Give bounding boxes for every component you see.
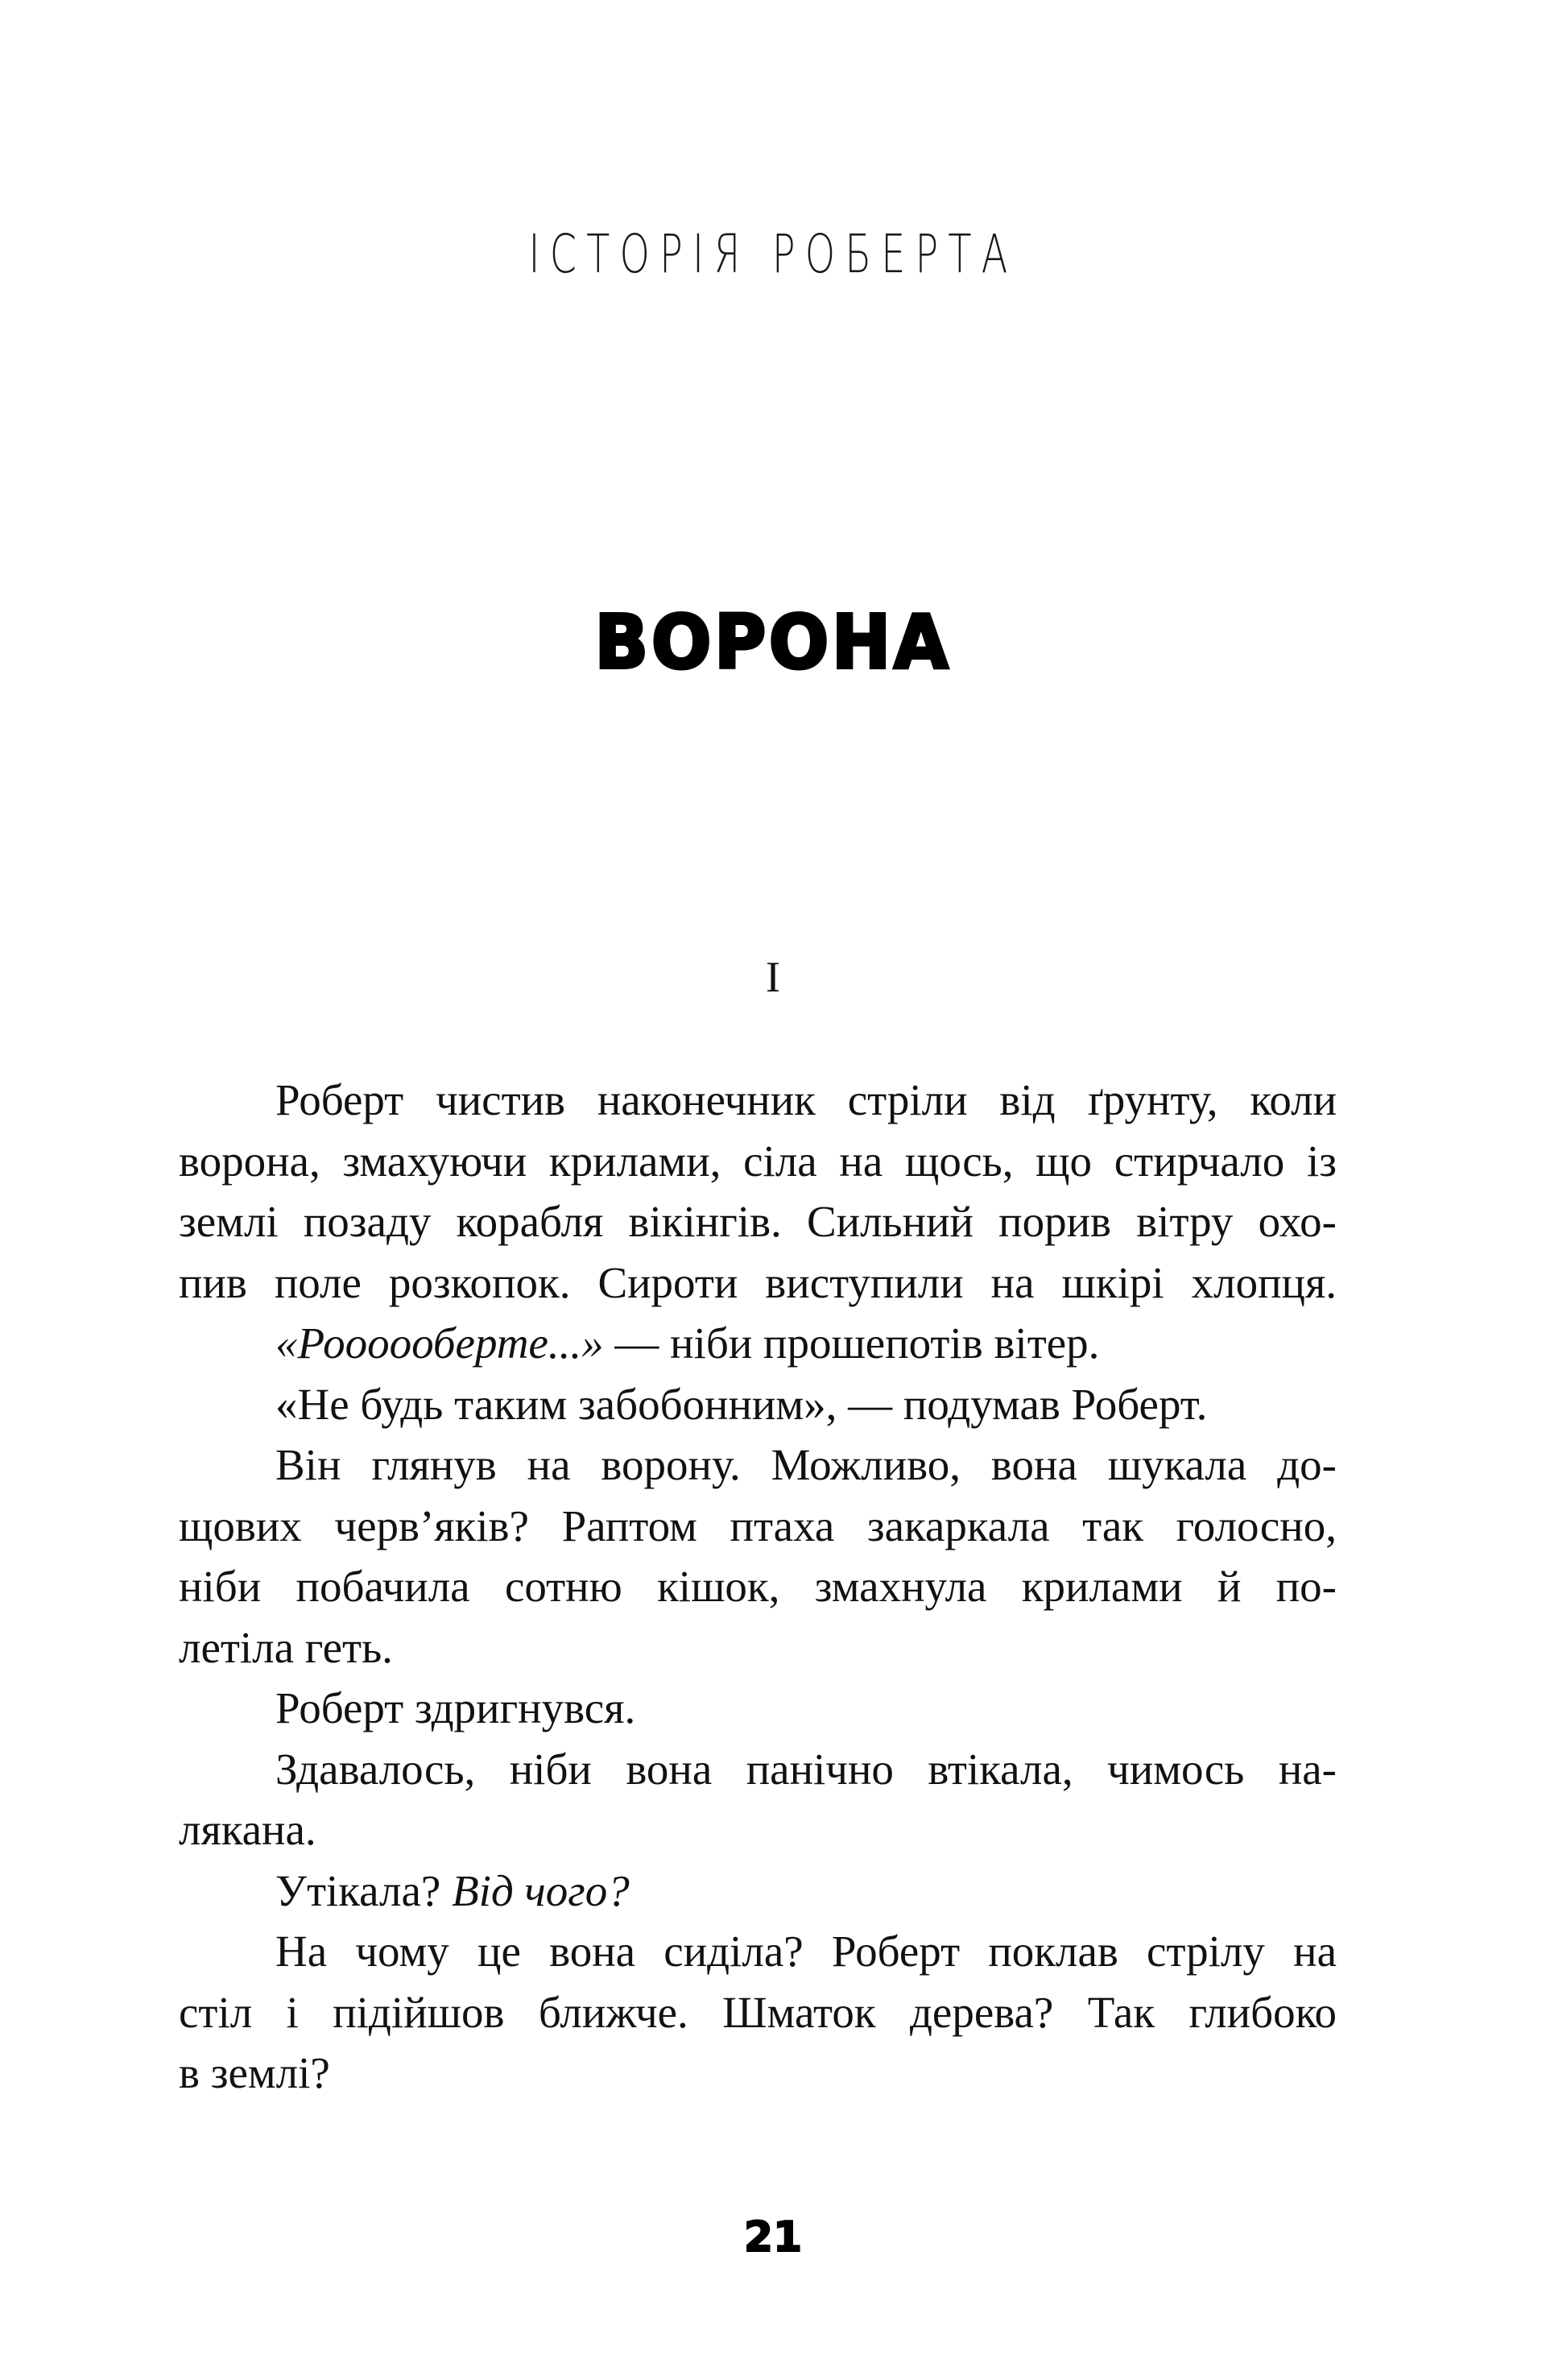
text-line: Роберт здригнувся. [275, 1683, 636, 1732]
text-fragment: Утікала? [275, 1865, 453, 1915]
text-line: «Не будь таким забобонним», — подумав Роберт. [275, 1379, 1208, 1429]
running-title: ІСТОРІЯ РОБЕРТА [528, 223, 1018, 285]
text-line: Роберт чистив наконечник стріли від ґрунту, коли [275, 1075, 1337, 1124]
italic-whisper: «Роооооберте...» [275, 1318, 604, 1368]
text-line: Здавалось, ніби вона панічно втікала, чимось на- [275, 1744, 1337, 1794]
text-line: Він глянув на ворону. Можливо, вона шукала до- [275, 1440, 1337, 1489]
paragraph-1 [179, 1070, 1337, 1313]
section-number: I [766, 953, 780, 1001]
italic-question: Від чого? [452, 1865, 630, 1915]
text-line: На чому це вона сиділа? Роберт поклав стрілу на [275, 1927, 1337, 1976]
body-text [179, 1070, 1337, 2104]
paragraph-3 [179, 1374, 1337, 1435]
text-line: пив поле розкопок. Сироти виступили на шкірі хлопця. [179, 1257, 1337, 1307]
paragraph-2 [179, 1313, 1337, 1374]
text-line: щових черв’яків? Раптом птаха закаркала так голосно, [179, 1500, 1337, 1550]
paragraph-8 [179, 1921, 1337, 2104]
page-number: 21 [743, 2213, 803, 2262]
text-line: землі позаду корабля вікінгів. Сильний порив вітру охо- [179, 1197, 1337, 1246]
paragraph-4 [179, 1434, 1337, 1678]
paragraph-6 [179, 1739, 1337, 1861]
text-fragment: — ніби прошепотів вітер. [603, 1318, 1100, 1368]
text-line: лякана. [179, 1805, 316, 1854]
text-line: ніби побачила сотню кішок, змахнула крилами й по- [179, 1562, 1337, 1611]
paragraph-7 [179, 1861, 1337, 1922]
text-line: летіла геть. [179, 1622, 393, 1672]
text-line [179, 1861, 1337, 1922]
text-line: в землі? [179, 2048, 330, 2097]
text-line [179, 1313, 1337, 1374]
paragraph-5 [179, 1678, 1337, 1739]
text-line: стіл і підійшов ближче. Шматок дерева? Так глибоко [179, 1987, 1337, 2037]
text-line: ворона, змахуючи крилами, сіла на щось, що стирчало із [179, 1136, 1337, 1186]
chapter-title: ВОРОНА [594, 599, 952, 685]
